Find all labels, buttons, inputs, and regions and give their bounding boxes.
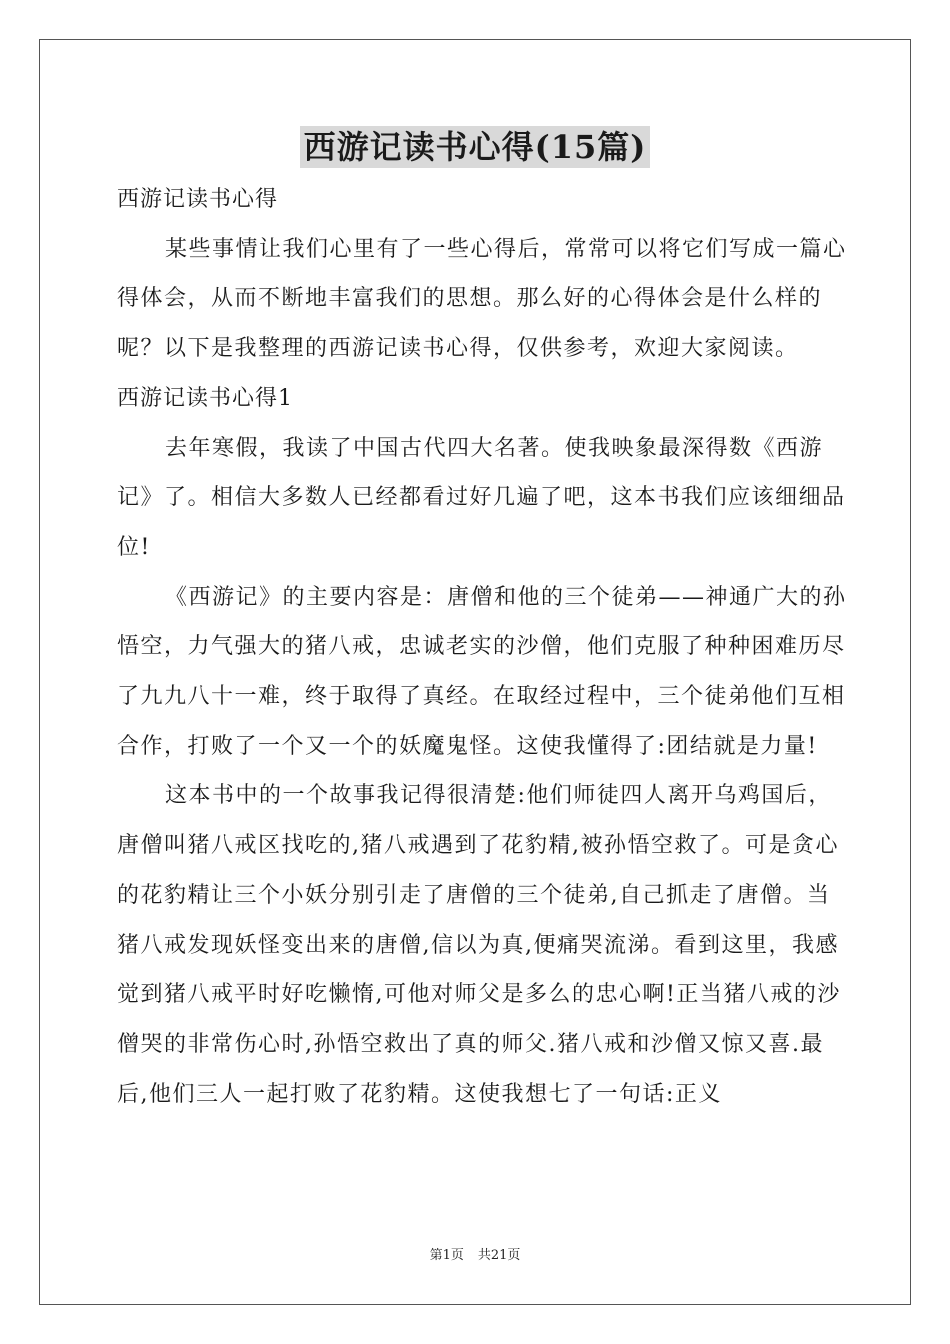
total-pages: 共21页 — [477, 1248, 521, 1263]
section-heading: 西游记读书心得1 — [117, 385, 293, 411]
title-container — [0, 126, 950, 168]
page-footer — [0, 1247, 950, 1265]
body-paragraph: 《西游记》的主要内容是：唐僧和他的三个徒弟——神通广大的孙悟空，力气强大的猪八戒，忠诚老实的沙僧，他们克服了种种困难历尽了九九八十一难，终于取得了真经。在取经过程中，三个徒弟他们互相合作，打败了一个又一个的妖魔鬼怪。这使我懂得了:团结就是力量! — [117, 584, 847, 759]
document-body — [117, 175, 850, 1119]
section-heading: 西游记读书心得 — [117, 187, 279, 212]
page-number: 第1页 — [429, 1248, 464, 1263]
document-title: 西游记读书心得(15篇) — [300, 126, 651, 168]
body-paragraph: 去年寒假，我读了中国古代四大名著。使我映象最深得数《西游记》了。相信大多数人已经都看过好几遍了吧，这本书我们应该细细品位! — [117, 435, 846, 560]
body-paragraph: 这本书中的一个故事我记得很清楚:他们师徒四人离开乌鸡国后，唐僧叫猪八戒区找吃的,猪八戒遇到了花豹精,被孙悟空救了。可是贪心的花豹精让三个小妖分别引走了唐僧的三个徒弟,自己抓走了唐僧。当猪八戒发现妖怪变出来的唐僧,信以为真,便痛哭流涕。看到这里，我感觉到猪八戒平时好吃懒惰,可他对师父是多么的忠心啊!正当猪八戒的沙僧哭的非常伤心时,孙悟空救出了真的师父.猪八戒和沙僧又惊又喜.最后,他们三人一起打败了花豹精。这使我想七了一句话:正义 — [117, 783, 841, 1107]
body-paragraph: 某些事情让我们心里有了一些心得后，常常可以将它们写成一篇心得体会，从而不断地丰富我们的思想。那么好的心得体会是什么样的呢？以下是我整理的西游记读书心得，仅供参考，欢迎大家阅读。 — [117, 236, 847, 362]
